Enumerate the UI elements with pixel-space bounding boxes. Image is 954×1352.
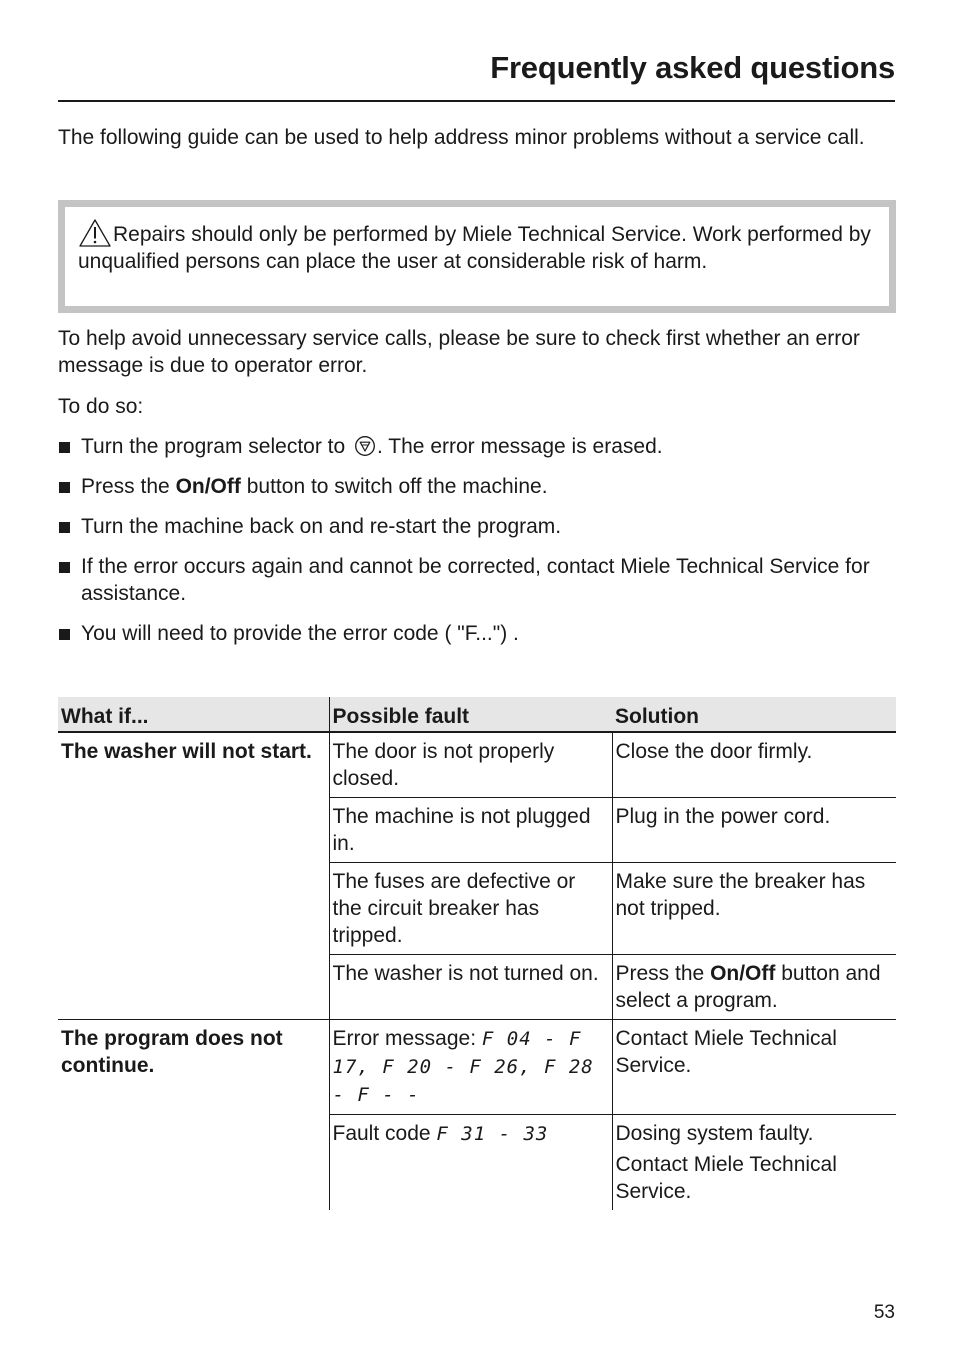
- question-cell: The washer will not start.: [61, 740, 312, 763]
- step-item: [58, 473, 898, 500]
- step-text: Press the: [81, 475, 170, 498]
- solution-cell: Contact Miele Technical Service.: [612, 1020, 896, 1115]
- bullet-icon: [59, 442, 70, 453]
- error-code: F 04 - F 17, F 20 - F 26, F 28 - F - -: [332, 1028, 594, 1106]
- header-solution: Solution: [612, 697, 896, 732]
- table-row: [58, 732, 896, 798]
- table-row: [58, 1020, 896, 1115]
- header-possible-fault: Possible fault: [329, 697, 612, 732]
- solution-text: button and select a program.: [615, 962, 881, 1012]
- step-text: You will need to provide the error code ( "F...") .: [81, 622, 519, 645]
- step-text: If the error occurs again and cannot be corrected, contact Miele Technical Service for assistance.: [81, 555, 870, 605]
- solution-text: Contact Miele Technical Service.: [615, 1153, 837, 1203]
- step-text: Turn the program selector to: [81, 435, 346, 458]
- fault-cell: [329, 1115, 612, 1211]
- question-cell: The program does not continue.: [58, 1020, 329, 1211]
- warning-box: [58, 200, 896, 313]
- page-number: 53: [873, 1302, 895, 1323]
- title-divider: [58, 100, 895, 102]
- solution-cell: Make sure the breaker has not tripped.: [612, 863, 896, 955]
- intro-text: The following guide can be used to help address minor problems without a service call.: [58, 126, 865, 149]
- solution-text: Press the: [615, 962, 705, 985]
- page-title: Frequently asked questions: [490, 50, 895, 85]
- solution-cell: Close the door firmly.: [612, 732, 896, 798]
- on-off-label: On/Off: [175, 475, 241, 498]
- fault-cell: The machine is not plugged in.: [329, 798, 612, 863]
- table-header-row: [58, 697, 896, 732]
- solution-cell: [612, 955, 896, 1020]
- fault-text: Error message:: [332, 1027, 477, 1050]
- header-what-if: What if...: [58, 697, 329, 732]
- program-selector-icon: [354, 435, 376, 457]
- faq-table: [58, 697, 896, 1210]
- fault-cell: The fuses are defective or the circuit breaker has tripped.: [329, 863, 612, 955]
- step-item: [58, 553, 898, 607]
- fault-cell: The door is not properly closed.: [329, 732, 612, 798]
- step-item: [58, 433, 898, 460]
- bullet-icon: [59, 562, 70, 573]
- error-code: F 31 - 33: [436, 1123, 549, 1145]
- step-item: [58, 513, 898, 540]
- on-off-label: On/Off: [710, 962, 776, 985]
- step-item: [58, 620, 898, 647]
- bullet-icon: [59, 482, 70, 493]
- fault-cell: The washer is not turned on.: [329, 955, 612, 1020]
- check-text: To help avoid unnecessary service calls, please be sure to check first whether an error message is due to operator error.: [58, 327, 860, 377]
- fault-cell: [329, 1020, 612, 1115]
- step-text: . The error message is erased.: [377, 435, 663, 458]
- step-text: Turn the machine back on and re-start the program.: [81, 515, 562, 538]
- bullet-icon: [59, 522, 70, 533]
- solution-text: Dosing system faulty.: [615, 1122, 814, 1145]
- warning-text: Repairs should only be performed by Miele Technical Service. Work performed by unqualified persons can place the user at considerable risk of harm.: [78, 223, 871, 273]
- solution-cell: [612, 1115, 896, 1211]
- fault-text: Fault code: [332, 1122, 431, 1145]
- bullet-icon: [59, 629, 70, 640]
- warning-triangle-icon: [78, 219, 112, 247]
- to-do-so-text: To do so:: [58, 395, 144, 418]
- solution-cell: Plug in the power cord.: [612, 798, 896, 863]
- warning-content: [78, 219, 888, 275]
- steps-list: [58, 433, 898, 660]
- step-text: button to switch off the machine.: [246, 475, 548, 498]
